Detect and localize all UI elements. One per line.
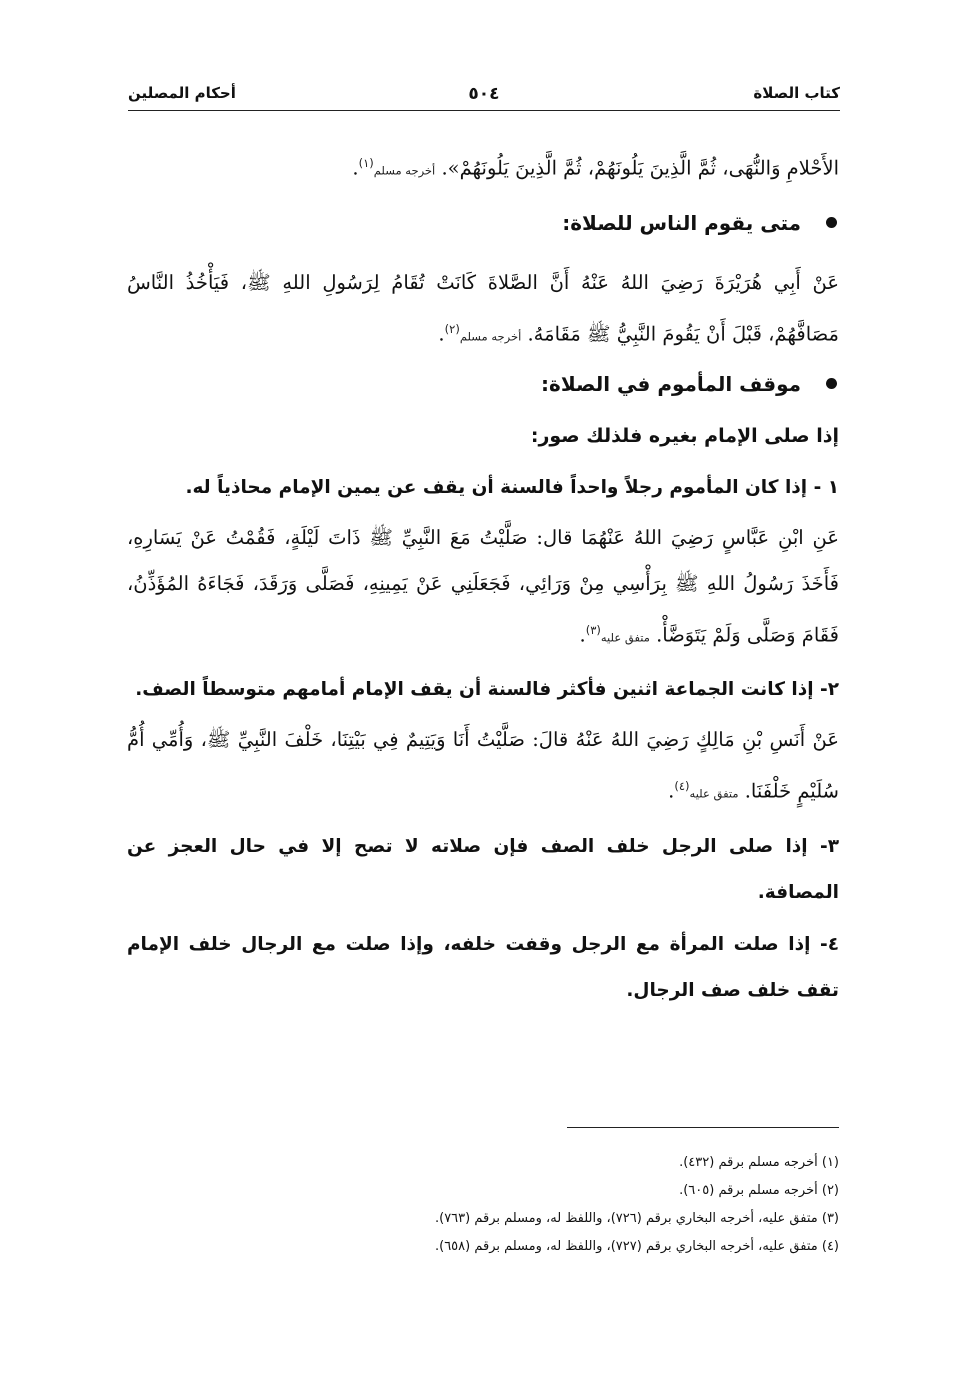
continued-hadith-line: الأَحْلامِ وَالنُّهَى، ثُمَّ الَّذِينَ يَلُونَهُمْ، ثُمَّ الَّذِينَ يَلُونَهُمْ». أخرجه مسلم$^{(١)}$.	[352, 156, 839, 180]
footnote-4: (٤) متفق عليه، أخرجه البخاري برقم (٧٢٧)، واللفظ له، ومسلم برقم (٦٥٨).	[434, 1239, 839, 1254]
continued-hadith-text: الأَحْلامِ وَالنُّهَى، ثُمَّ الَّذِينَ يَلُونَهُمْ، ثُمَّ الَّذِينَ يَلُونَهُمْ».	[441, 156, 839, 180]
hadith-anas: عَنْ أَنَسِ بْنِ مَالِكٍ رَضِيَ اللهُ عَنْهُ قالَ: صَلَّيْتُ أَنَا وَيَتِيمٌ فِي بَيْتِنَا، خَلْفَ النَّبِيِّ ﷺ، وَأُمِّي أُمُّ سُلَيْمٍ خَلْفَنَا. متفق عليه$^{(٤)}$.	[127, 727, 839, 802]
footnote-ref-4: (٤)	[674, 778, 690, 793]
heading-when-people-stand-text: متى يقوم الناس للصلاة:	[562, 210, 801, 235]
rule-2: ٢- إذا كانت الجماعة اثنين فأكثر فالسنة أن يقف الإمام أمامهم متوسطاً الصف.	[135, 678, 839, 700]
hadith-abu-hurayra-text: عَنْ أَبِي هُرَيْرَةَ رَضِيَ اللهُ عَنْهُ أَنَّ الصَّلاةَ كَانَتْ تُقَامُ لِرَسُولِ اللهِ ﷺ، فَيَأْخُذُ النَّاسُ مَصَافَّهُمْ، قَبْلَ أَنْ يَقُومَ النَّبِيُّ ﷺ مَقَامَهُ.	[127, 270, 839, 345]
hadith-anas-text: عَنْ أَنَسِ بْنِ مَالِكٍ رَضِيَ اللهُ عَنْهُ قالَ: صَلَّيْتُ أَنَا وَيَتِيمٌ فِي بَيْتِنَا، خَلْفَ النَّبِيِّ ﷺ، وَأُمِّي أُمُّ سُلَيْمٍ خَلْفَنَا.	[127, 727, 839, 802]
hadith-ibn-abbas: عَنِ ابْنِ عَبَّاسٍ رَضِيَ اللهُ عَنْهُمَا قال: صَلَّيْتُ مَعَ النَّبِيِّ ﷺ ذَاتَ لَيْلَةٍ، فَقُمْتُ عَنْ يَسَارِهِ، فَأَخَذَ رَسُولُ اللهِ ﷺ بِرَأْسِي مِنْ وَرَائِي، فَجَعَلَنِي عَنْ يَمِينِهِ، فَصَلَّى وَرَقَدَ، فَجَاءَهُ المُؤَذِّنُ، فَقَامَ وَصَلَّى وَلَمْ يَتَوَضَّأْ. متفق عليه$^{(٣)}$.	[127, 526, 839, 647]
footnote-ref-2: (٢)	[444, 321, 460, 336]
heading-follower-position-text: موقف المأموم في الصلاة:	[541, 372, 801, 396]
footnotes-divider	[567, 1127, 839, 1128]
bullet-icon	[826, 378, 837, 389]
book-title: كتاب الصلاة	[753, 84, 840, 102]
rule-1: ١ - إذا كان المأموم رجلاً واحداً فالسنة أن يقف عن يمين الإمام محاذياً له.	[185, 477, 839, 498]
footnote-1: (١) أخرجه مسلم برقم (٤٣٢).	[679, 1155, 839, 1170]
footnote-3: (٣) متفق عليه، أخرجه البخاري برقم (٧٢٦)، واللفظ له، ومسلم برقم (٧٦٣).	[434, 1211, 839, 1226]
bullet-icon	[826, 217, 837, 228]
rule-4: ٤- إذا صلت المرأة مع الرجل وقفت خلفه، وإذا صلت مع الرجال خلف الإمام تقف خلف صف الرجال.	[127, 934, 839, 1001]
footnote-ref-1: (١)	[358, 156, 374, 170]
footnote-2: (٢) أخرجه مسلم برقم (٦٠٥).	[679, 1183, 839, 1198]
footnotes	[127, 1149, 839, 1261]
page-body	[127, 140, 839, 1014]
heading-when-people-stand	[127, 208, 839, 238]
rule-3: ٣- إذا صلى الرجل خلف الصف فإن صلاته لا تصح إلا في حال العجز عن المصافة.	[127, 836, 839, 903]
hadith-ibn-abbas-text: عَنِ ابْنِ عَبَّاسٍ رَضِيَ اللهُ عَنْهُمَا قال: صَلَّيْتُ مَعَ النَّبِيِّ ﷺ ذَاتَ لَيْلَةٍ، فَقُمْتُ عَنْ يَسَارِهِ، فَأَخَذَ رَسُولُ اللهِ ﷺ بِرَأْسِي مِنْ وَرَائِي، فَجَعَلَنِي عَنْ يَمِينِهِ، فَصَلَّى وَرَقَدَ، فَجَاءَهُ المُؤَذِّنُ، فَقَامَ وَصَلَّى وَلَمْ يَتَوَضَّأْ.	[127, 526, 839, 647]
page-number: ٥٠٤	[468, 84, 500, 104]
hadith-ibn-abbas-source: متفق عليه	[600, 630, 650, 645]
section-title: أحكام المصلين	[128, 84, 236, 102]
page-header	[128, 80, 840, 111]
heading-follower-position	[127, 369, 839, 399]
hadith-abu-hurayra-source: أخرجه مسلم	[459, 329, 522, 343]
hadith-anas-source: متفق عليه	[689, 786, 739, 800]
footnote-ref-3: (٣)	[585, 623, 601, 637]
hadith-abu-hurayra: عَنْ أَبِي هُرَيْرَةَ رَضِيَ اللهُ عَنْهُ أَنَّ الصَّلاةَ كَانَتْ تُقَامُ لِرَسُولِ اللهِ ﷺ، فَيَأْخُذُ النَّاسُ مَصَافَّهُمْ، قَبْلَ أَنْ يَقُومَ النَّبِيُّ ﷺ مَقَامَهُ. أخرجه مسلم$^{(٢)}$.	[127, 270, 839, 345]
continued-hadith-source: أخرجه مسلم	[373, 163, 436, 178]
subheading-imam-forms: إذا صلى الإمام بغيره فلذلك صور:	[530, 425, 839, 447]
